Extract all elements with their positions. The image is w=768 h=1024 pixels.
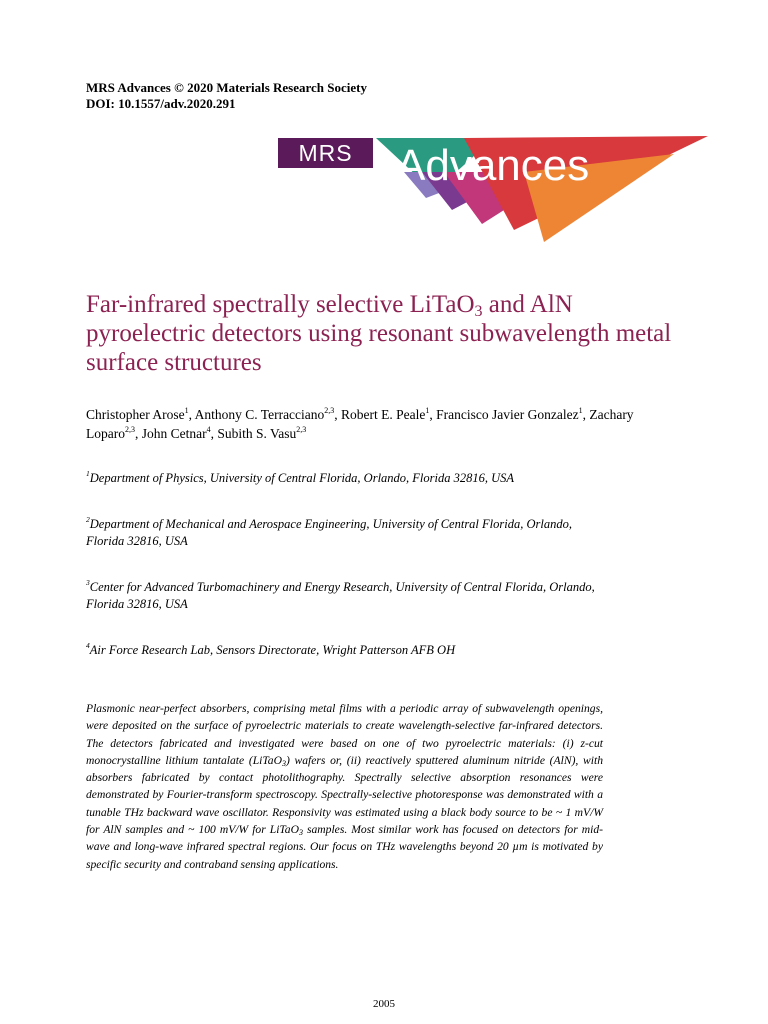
advances-word: Advances — [396, 141, 590, 190]
paper-title: Far-infrared spectrally selective LiTaO$_3$ and AlN pyroelectric detectors using resonant subwavelength metal surface structures — [86, 291, 672, 376]
mrs-box: MRS — [278, 138, 373, 168]
affiliation-2: $^2$Department of Mechanical and Aerospace Engineering, University of Central Florida, Orlando, Florida 32816, USA — [86, 515, 572, 548]
author-name: Zachary Loparo — [86, 407, 634, 441]
author-affiliation-marker: 2,3 — [296, 425, 307, 434]
journal-line: MRS Advances © 2020 Materials Research Society — [86, 80, 367, 95]
affiliation-4: $^4$Air Force Research Lab, Sensors Directorate, Wright Patterson AFB OH — [86, 641, 456, 657]
mrs-advances-logo — [278, 132, 708, 244]
doi-line: DOI: 10.1557/adv.2020.291 — [86, 96, 236, 111]
page-number: 2005 — [373, 998, 395, 1010]
author-affiliation-marker: 4 — [206, 425, 211, 434]
author-affiliation-marker: 2,3 — [324, 406, 335, 415]
abstract: Plasmonic near-perfect absorbers, comprising metal films with a periodic array of subwavelength openings, were deposited on the surface of pyroelectric materials to create wavelength-selective far-infrared detectors. The detectors fabricated and investigated were based on one of two pyroelectric materials: (i) z-cut monocrystalline lithium tantalate (LiTaO$_3$) wafers or, (ii) reactively sputtered aluminum nitride (AlN), with absorbers fabricated by contact photolithography. Spectrally selective absorption resonances were demonstrated by Fourier-transform spectroscopy. Spectrally-selective photoresponse was demonstrated with a tunable THz backward wave oscillator. Responsivity was estimated using a black body source to be ~ 1 mV/W for AlN samples and ~ 100 mV/W for LiTaO$_3$ samples. Most similar work has focused on detectors for mid-wave and long-wave infrared spectral regions. Our focus on THz wavelengths beyond 20 µm is motivated by specific security and contraband sensing applications. — [86, 702, 603, 871]
author-list: Christopher Arose$^1$, Anthony C. Terracciano$^{2,3}$, Robert E. Peale$^1$, Francisco Javier Gonzalez$^1$, Zachary Loparo$^{2,3}$, John Cetnar$^4$, Subith S. Vasu$^{2,3}$ — [86, 406, 634, 441]
author-affiliation-marker: 2,3 — [124, 425, 135, 434]
author-name: Anthony C. Terracciano — [194, 407, 325, 422]
author-affiliation-marker: 1 — [578, 406, 583, 415]
author-name: Robert E. Peale — [341, 407, 426, 422]
author-affiliation-marker: 1 — [425, 406, 430, 415]
author-name: Francisco Javier Gonzalez — [436, 407, 579, 422]
advances-mark — [374, 132, 708, 244]
author-name: Subith S. Vasu — [217, 426, 297, 441]
affiliation-3: $^3$Center for Advanced Turbomachinery and Energy Research, University of Central Florida, Orlando, Florida 32816, USA — [86, 578, 595, 611]
author-affiliation-marker: 1 — [184, 406, 189, 415]
author-name: Christopher Arose — [86, 407, 185, 422]
author-name: John Cetnar — [141, 426, 207, 441]
affiliation-1: $^1$Department of Physics, University of Central Florida, Orlando, Florida 32816, USA — [86, 469, 515, 485]
